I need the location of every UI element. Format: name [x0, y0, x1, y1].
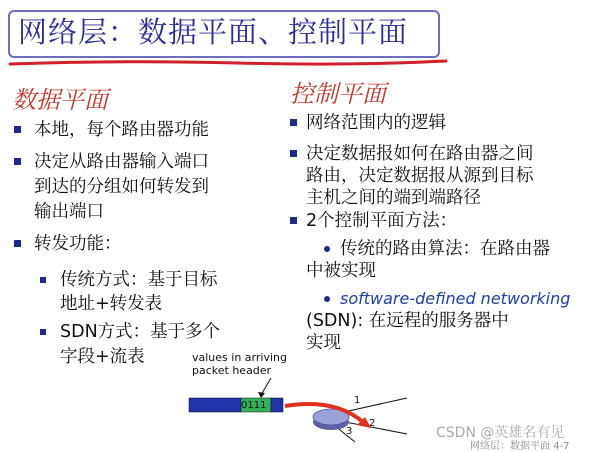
bullet-square-icon — [290, 150, 297, 157]
packet-body — [189, 398, 241, 412]
data-plane-heading: 数据平面 — [12, 86, 108, 114]
control-plane-bullet-cont: 路由，决定数据报从源到目标 — [306, 166, 534, 186]
data-plane-sub-bullet: SDN方式：基于多个 — [60, 322, 221, 342]
data-plane-bullet-cont: 到达的分组如何转发到 — [34, 177, 209, 197]
sub-bullet-dot-icon — [324, 296, 330, 302]
sub-bullet-square-icon — [40, 277, 46, 283]
sub-bullet-dot-icon — [324, 246, 330, 252]
control-plane-bullet: 2个控制平面方法： — [306, 211, 458, 231]
control-plane-sub-bullet: software-defined networking — [340, 289, 571, 308]
control-plane-heading: 控制平面 — [290, 80, 386, 108]
bullet-square-icon — [14, 126, 21, 133]
control-plane-bullet: 决定数据报如何在路由器之间 — [306, 144, 534, 164]
sub-bullet-square-icon — [40, 329, 46, 335]
diagram-caption: packet header — [192, 364, 272, 377]
data-plane-sub-bullet-cont: 地址+转发表 — [60, 294, 163, 314]
bullet-square-icon — [14, 240, 21, 247]
port-label: 1 — [354, 395, 361, 406]
data-plane-bullet-cont: 输出端口 — [34, 202, 104, 222]
data-plane-bullet: 本地，每个路由器功能 — [34, 120, 209, 140]
packet-header-value: 0111 — [241, 400, 267, 411]
data-plane-bullet: 决定从路由器输入端口 — [34, 152, 209, 172]
control-plane-sub-bullet-cont: 实现 — [306, 333, 341, 353]
control-plane-bullet: 网络范围内的逻辑 — [306, 113, 446, 133]
port-label: 3 — [346, 426, 353, 437]
page-label: 网络层：数据平面 4-7 — [470, 441, 570, 452]
bullet-square-icon — [14, 158, 21, 165]
control-plane-sub-bullet-cont: (SDN): 在远程的服务器中 — [306, 311, 509, 331]
page-title: 网络层：数据平面、控制平面 — [18, 15, 409, 49]
data-plane-sub-bullet: 传统方式：基于目标 — [60, 270, 218, 290]
pointer-line — [261, 378, 271, 395]
control-plane-sub-bullet: 传统的路由算法：在路由器 — [340, 239, 550, 259]
bullet-square-icon — [290, 119, 297, 126]
control-plane-sub-bullet-cont: 中被实现 — [306, 261, 376, 281]
diagram-caption: values in arriving — [192, 351, 287, 364]
port-label: 2 — [369, 418, 376, 429]
router-diagram — [185, 372, 415, 444]
data-plane-sub-bullet-cont: 字段+流表 — [60, 347, 145, 367]
control-plane-bullet-cont: 主机之间的端到端路径 — [306, 188, 481, 208]
watermark: CSDN @英雄名有见 — [436, 425, 565, 441]
pointer-arrowhead — [258, 392, 265, 398]
bullet-square-icon — [290, 217, 297, 224]
data-plane-bullet: 转发功能： — [34, 234, 122, 254]
title-underline — [8, 58, 448, 68]
packet-tail — [271, 398, 283, 412]
